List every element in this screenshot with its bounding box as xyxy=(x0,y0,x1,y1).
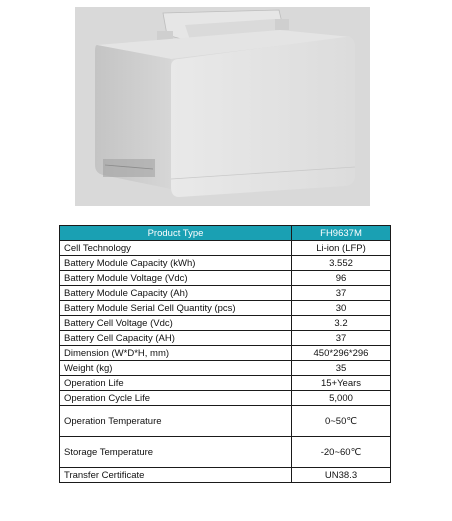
row-value: 5,000 xyxy=(292,391,391,406)
spec-table-header-row xyxy=(60,226,391,241)
table-row xyxy=(60,361,391,376)
table-row xyxy=(60,271,391,286)
table-row xyxy=(60,256,391,271)
row-label: Battery Module Voltage (Vdc) xyxy=(60,271,292,286)
row-value: 0~50℃ xyxy=(292,406,391,437)
table-row xyxy=(60,376,391,391)
table-row xyxy=(60,286,391,301)
row-value: 37 xyxy=(292,331,391,346)
header-label: Product Type xyxy=(60,226,292,241)
row-label: Operation Cycle Life xyxy=(60,391,292,406)
battery-module-illustration xyxy=(75,7,370,206)
header-value: FH9637M xyxy=(292,226,391,241)
row-value: 30 xyxy=(292,301,391,316)
row-label: Operation Temperature xyxy=(60,406,292,437)
row-value: Li-ion (LFP) xyxy=(292,241,391,256)
row-label: Battery Module Capacity (kWh) xyxy=(60,256,292,271)
table-row xyxy=(60,406,391,437)
row-value: 15+Years xyxy=(292,376,391,391)
table-row xyxy=(60,468,391,483)
row-label: Operation Life xyxy=(60,376,292,391)
row-value: UN38.3 xyxy=(292,468,391,483)
table-row xyxy=(60,241,391,256)
row-label: Storage Temperature xyxy=(60,437,292,468)
row-label: Cell Technology xyxy=(60,241,292,256)
row-value: 96 xyxy=(292,271,391,286)
row-value: 3.552 xyxy=(292,256,391,271)
battery-module-photo xyxy=(75,7,370,206)
row-value: 450*296*296 xyxy=(292,346,391,361)
row-label: Battery Cell Voltage (Vdc) xyxy=(60,316,292,331)
row-value: 37 xyxy=(292,286,391,301)
row-label: Battery Module Capacity (Ah) xyxy=(60,286,292,301)
row-label: Weight (kg) xyxy=(60,361,292,376)
table-row xyxy=(60,331,391,346)
table-row xyxy=(60,346,391,361)
row-label: Battery Module Serial Cell Quantity (pcs) xyxy=(60,301,292,316)
row-label: Dimension (W*D*H, mm) xyxy=(60,346,292,361)
table-row xyxy=(60,437,391,468)
table-row xyxy=(60,301,391,316)
table-row xyxy=(60,391,391,406)
spec-table xyxy=(59,225,391,483)
row-value: -20~60℃ xyxy=(292,437,391,468)
table-row xyxy=(60,316,391,331)
row-label: Transfer Certificate xyxy=(60,468,292,483)
row-value: 3.2 xyxy=(292,316,391,331)
row-label: Battery Cell Capacity (AH) xyxy=(60,331,292,346)
row-value: 35 xyxy=(292,361,391,376)
